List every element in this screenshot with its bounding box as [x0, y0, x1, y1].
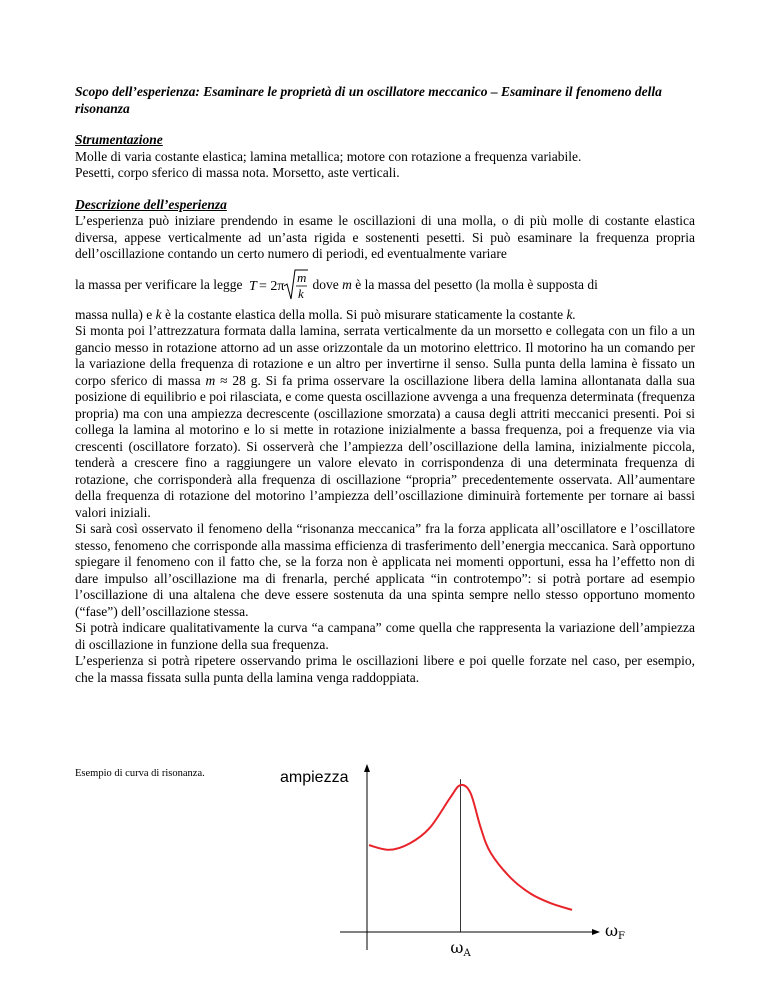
formula-line	[75, 263, 695, 307]
descrizione-heading: Descrizione dell’esperienza	[75, 196, 227, 212]
after-formula-k: k	[155, 306, 162, 322]
x-axis-label-main: ω	[605, 921, 619, 940]
p2-part-b: ≈ 28 g. Si fa prima osservare la oscillazione libera della lamina allontanata dalla sua posizione di equilibrio e poi rilasciata, e come questa oscillazione avvenga a una frequenza determinata (frequenza propria) ma con una ampiezza decrescente (oscillazione smorzata) a causa degli attriti meccanici presenti. Poi si collega la lamina al motorino e lo si mette in rotazione inizialmente a bassa frequenza, poi a frequenze via via crescenti (oscillatore forzato). Si osserverà che l’ampiezza dell’oscillazione della lamina, inizialmente piccola, tenderà a crescere fino a raggiungere un valore elevato in corrispondenza di una determinata frequenza di rotazione, che corrisponderà alla frequenza di oscillazione “propria” precedentemente osservata. All’aumentare della frequenza di rotazione del motorino l’ampiezza dell’oscillazione diminuirà fortemente per tornare ai bassi valori iniziali.	[75, 372, 696, 520]
period-formula	[247, 265, 309, 305]
strumentazione-section	[75, 132, 695, 182]
after-formula-line	[75, 307, 695, 324]
descrizione-paragraph-5: L’esperienza si potrà ripetere osservando prima le oscillazioni libere e poi quelle forzate nel caso, per esempio, che la massa fissata sulla punta della lamina venga raddoppiata.	[75, 653, 695, 685]
resonance-figure	[75, 760, 695, 960]
after-formula-k2: k.	[566, 306, 576, 322]
p2-mass-symbol: m	[205, 372, 216, 388]
peak-label-sub: A	[463, 948, 471, 959]
formula-eq: = 2π	[258, 278, 284, 294]
formula-numerator: m	[296, 269, 306, 285]
y-axis-arrow	[364, 764, 370, 772]
after-formula-1: massa nulla) e	[75, 306, 153, 322]
strumentazione-line-2: Pesetti, corpo sferico di massa nota. Morsetto, aste verticali.	[75, 165, 400, 180]
figure-caption: Esempio di curva di risonanza.	[75, 768, 205, 779]
formula-denominator: k	[297, 285, 304, 301]
strumentazione-line-1: Molle di varia costante elastica; lamina metallica; motore con rotazione a frequenza variabile.	[75, 148, 582, 164]
formula-after-2: è la massa del pesetto (la molla è supposta di	[355, 276, 598, 292]
page-title: Scopo dell’esperienza: Esaminare le proprietà di un oscillatore meccanico – Esaminare il fenomeno della risonanza	[75, 84, 662, 116]
strumentazione-heading: Strumentazione	[75, 132, 163, 147]
descrizione-intro: L’esperienza può iniziare prendendo in esame le oscillazioni di una molla, o di più molle di costante elastica diversa, appese verticalmente ad un’asta rigida e sostenenti pesetti. Si può esaminare la frequenza propria dell’oscillazione contando un certo numero di periodi, ed eventualmente variare	[75, 213, 695, 261]
descrizione-paragraph-2	[75, 323, 695, 521]
descrizione-paragraph-4: Si potrà indicare qualitativamente la curva “a campana” come quella che rappresenta la variazione dell’ampiezza di oscillazione in funzione della sua frequenza.	[75, 620, 695, 652]
formula-after-1: dove	[312, 276, 339, 292]
y-axis-label: ampiezza	[280, 769, 349, 786]
formula-after-m: m	[342, 276, 352, 292]
x-axis-label	[605, 921, 625, 942]
formula-T: T	[248, 278, 257, 294]
descrizione-section	[75, 197, 695, 687]
peak-label-main: ω	[450, 938, 464, 957]
x-axis-arrow	[592, 929, 600, 935]
document-page	[75, 83, 695, 701]
peak-label	[450, 938, 471, 959]
p2-part-a: Si monta poi l’attrezzatura formata dalla lamina, serrata verticalmente da un morsetto e collegata con un filo a un gancio messo in rotazione attorno ad un asse orizzontale da un motorino elettrico. Il motorino ha un comando per la variazione della frequenza di rotazione e un altro per invertirne il senso. Sulla punta della lamina è fissato un corpo sferico di massa	[75, 323, 695, 388]
descrizione-paragraph-3: Si sarà così osservato il fenomeno della “risonanza meccanica” fra la forza applicata all’oscillatore e l’oscillatore stesso, fenomeno che corrisponde alla massima efficienza di trasferimento dell’energia meccanica. Sarà opportuno spiegare il fenomeno con il fatto che, se la forza non è applicata nei momenti opportuni, essa ha l’effetto non di dare impulso all’oscillazione ma di frenarla, perché applicata “in controtempo”: si potrà portare ad esempio l’oscillazione di una altalena che deve essere sostenuta da una spinta sempre nello stesso opportuno momento (“fase”) dell’oscillazione stessa.	[75, 521, 695, 619]
x-axis-label-sub: F	[618, 931, 625, 942]
after-formula-2: è la costante elastica della molla. Si può misurare staticamente la costante	[164, 306, 564, 322]
formula-before: la massa per verificare la legge	[75, 276, 243, 292]
resonance-curve	[369, 785, 572, 910]
resonance-chart	[270, 760, 660, 960]
